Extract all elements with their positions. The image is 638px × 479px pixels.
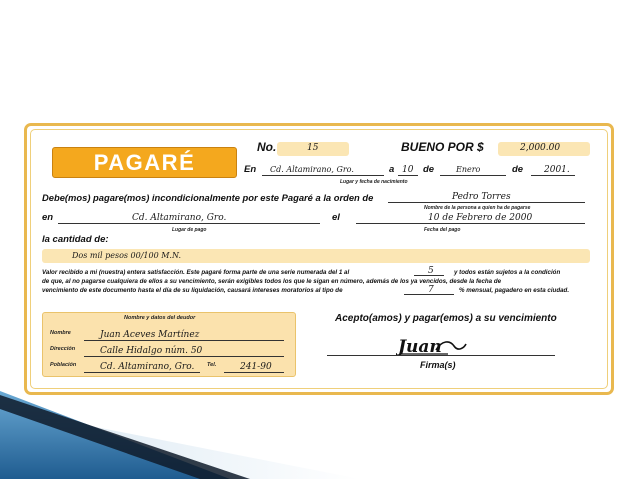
pagare-title: PAGARÉ: [52, 147, 237, 178]
debtor-name-label: Nombre: [50, 330, 71, 336]
terms-line-1b: y todos están sujetos a la condición: [454, 269, 561, 276]
terms-line-1a: Valor recibido a mi (nuestra) entera satisfacción. Este pagaré forma parte de una serie numerada del 1 al: [42, 269, 350, 276]
debtor-tel-label: Tel.: [207, 362, 217, 368]
payee-caption: Nombre de la persona a quien ha de pagarse: [424, 205, 531, 211]
payment-date-value: 10 de Febrero de 2000: [428, 213, 533, 223]
day-value: 10: [402, 165, 414, 175]
payment-place-caption: Lugar de pago: [172, 227, 207, 233]
order-text: Debe(mos) pagare(mos) incondicionalmente por este Pagaré a la orden de: [42, 192, 374, 203]
debtor-tel-value: 241-90: [240, 362, 272, 372]
signature-mark: [396, 334, 468, 363]
debtor-address-label: Dirección: [50, 346, 76, 352]
series-total-value: 5: [428, 266, 434, 276]
bueno-por-value: 2,000.00: [520, 143, 561, 153]
year-value: 2001.: [544, 165, 570, 175]
number-label: No.: [257, 140, 277, 154]
payment-el-label: el: [332, 212, 340, 223]
place-date-caption: Lugar y fecha de nacimiento: [340, 179, 408, 185]
terms-line-2: de que, al no pagarse cualquiera de ellos a su vencimiento, serán exigibles todos los que le sigan en número, además de los ya vencidos, desde la fecha de: [42, 278, 502, 285]
day-line: [398, 175, 418, 176]
debtor-city-line: [84, 372, 200, 373]
terms-line-3a: vencimiento de este documento hasta el día de su liquidación, causará intereses moratorios al tipo de: [42, 287, 343, 294]
payment-date-line: [356, 223, 585, 224]
a-label: a: [389, 164, 395, 175]
signature-line: [327, 355, 555, 356]
de-label-2: de: [512, 164, 524, 175]
debtor-name-value: Juan Aceves Martínez: [100, 330, 200, 340]
amount-value: Dos mil pesos 00/100 M.N.: [72, 251, 182, 260]
payee-line: [388, 202, 585, 203]
debtor-address-line: [84, 356, 284, 357]
terms-line-3b: % mensual, pagadero en esta ciudad.: [459, 287, 570, 294]
payee-value: Pedro Torres: [452, 192, 511, 202]
payment-place-line: [58, 223, 320, 224]
de-label-1: de: [423, 164, 435, 175]
payment-en-label: en: [42, 212, 54, 223]
debtor-city-value: Cd. Altamirano, Gro.: [100, 362, 195, 372]
place-value: Cd. Altamirano, Gro.: [270, 165, 354, 174]
rate-value: 7: [428, 285, 434, 295]
en-label: En: [244, 164, 257, 175]
payment-place-value: Cd. Altamirano, Gro.: [132, 213, 227, 223]
payment-date-caption: Fecha del pago: [424, 227, 461, 233]
debtor-tel-line: [224, 372, 284, 373]
debtor-title: Nombre y datos del deudor: [124, 315, 196, 321]
bueno-por-label: BUENO POR $: [401, 140, 484, 154]
accept-text: Acepto(amos) y pagar(emos) a su vencimiento: [335, 313, 557, 324]
number-value: 15: [307, 143, 319, 153]
debtor-address-value: Calle Hidalgo núm. 50: [100, 346, 203, 356]
debtor-city-label: Población: [50, 362, 77, 368]
month-line: [440, 175, 506, 176]
signature-text: Juan: [398, 337, 442, 357]
month-value: Enero: [456, 165, 481, 174]
debtor-name-line: [84, 340, 284, 341]
firma-label: Firma(s): [420, 360, 456, 370]
amount-label: la cantidad de:: [42, 234, 109, 245]
year-line: [531, 175, 575, 176]
place-line: [262, 175, 384, 176]
